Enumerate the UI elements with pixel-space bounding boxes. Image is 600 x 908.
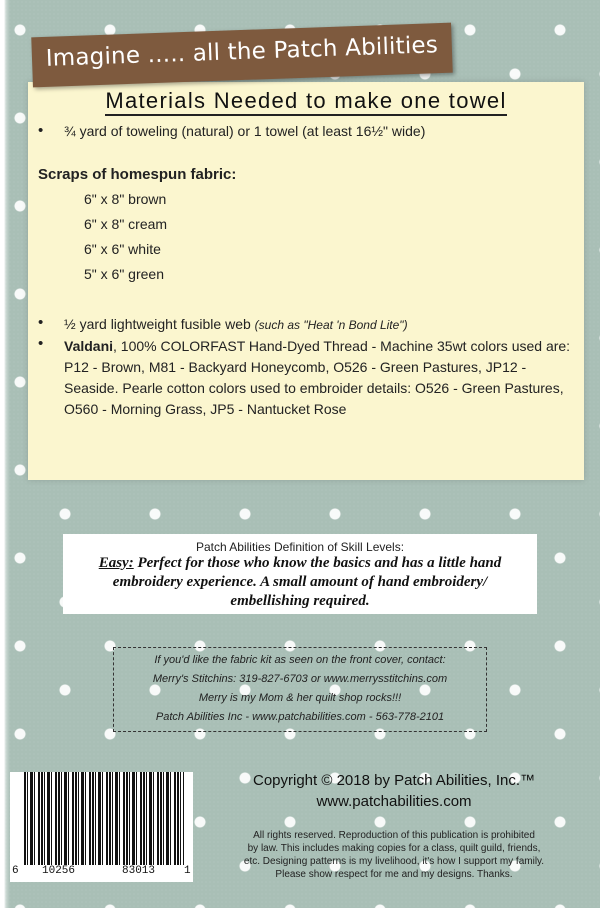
barcode-bars (24, 772, 184, 865)
fine-print-line: by law. This includes making copies for a class, quilt guild, friends, (247, 843, 541, 854)
kit-line: Merry is my Mom & her quilt shop rocks!!! (198, 692, 402, 704)
scraps-heading: Scraps of homespun fabric: (38, 166, 237, 183)
barcode-digits-right: 83013 (122, 865, 156, 877)
thread-item (64, 336, 574, 420)
bullet-icon: • (38, 335, 44, 352)
materials-heading: Materials Needed to make one towel (28, 88, 584, 114)
valdani-brand: Valdani (64, 338, 114, 354)
valdani-text: , 100% COLORFAST Hand-Dyed Thread - Machine 35wt colors used are: P12 - Brown, M81 - Backyard Honeycomb, O526 - Green Pastures, JP12 - Seaside. Pearle cotton colors used to embroider details: O526 - Green Pastures, O560 - Morning Grass, JP5 - Nantucket Rose (64, 338, 571, 417)
bullet-icon: • (38, 314, 44, 331)
kit-line: Patch Abilities Inc - www.patchabilities.com - 563-778-2101 (155, 711, 445, 723)
scrap-item: 6" x 6" white (84, 241, 161, 257)
fabric-kit-box (113, 647, 487, 732)
title-banner (31, 23, 452, 88)
skill-title: Patch Abilities Definition of Skill Levels: (195, 540, 405, 554)
torn-paper-edge (0, 0, 10, 908)
website-line: www.patchabilities.com (316, 793, 472, 810)
scrap-item: 6" x 8" brown (84, 191, 167, 207)
skill-description (83, 554, 517, 611)
bullet-icon: • (38, 122, 44, 139)
fine-print-line: etc. Designing patterns is my livelihood, it's how I support my family. (243, 856, 545, 867)
barcode-digit: 6 (12, 865, 19, 877)
copyright-line: Copyright © 2018 by Patch Abilities, Inc.™ (252, 772, 536, 789)
fine-print-line: All rights reserved. Reproduction of this publication is prohibited (253, 830, 535, 841)
toweling-item: ¾ yard of toweling (natural) or 1 towel (at least 16½" wide) (64, 123, 426, 139)
fine-print-line: Please show respect for me and my designs. Thanks. (275, 869, 513, 880)
kit-line: If you'd like the fabric kit as seen on the front cover, contact: (154, 654, 446, 666)
scrap-item: 5" x 6" green (84, 266, 164, 282)
scrap-item: 6" x 8" cream (84, 216, 168, 232)
fusible-note: (such as "Heat 'n Bond Lite") (254, 318, 408, 332)
skill-level: Easy: (98, 555, 134, 571)
barcode-check-digit: 1 (184, 865, 191, 877)
kit-line: Merry's Stitchins: 319-827-6703 or www.merrysstitchins.com (152, 673, 448, 685)
materials-panel (28, 82, 584, 480)
barcode-digits-left: 10256 (42, 865, 76, 877)
banner-title: Imagine ..... all the Patch Abilities (45, 32, 439, 72)
skill-text: Perfect for those who know the basics and has a little hand embroidery experience. A small amount of hand embroidery/ embellishing required. (112, 555, 502, 609)
fusible-text: ½ yard lightweight fusible web (64, 316, 251, 332)
barcode (10, 772, 193, 882)
fusible-item (64, 316, 408, 332)
skill-level-box (63, 534, 537, 614)
